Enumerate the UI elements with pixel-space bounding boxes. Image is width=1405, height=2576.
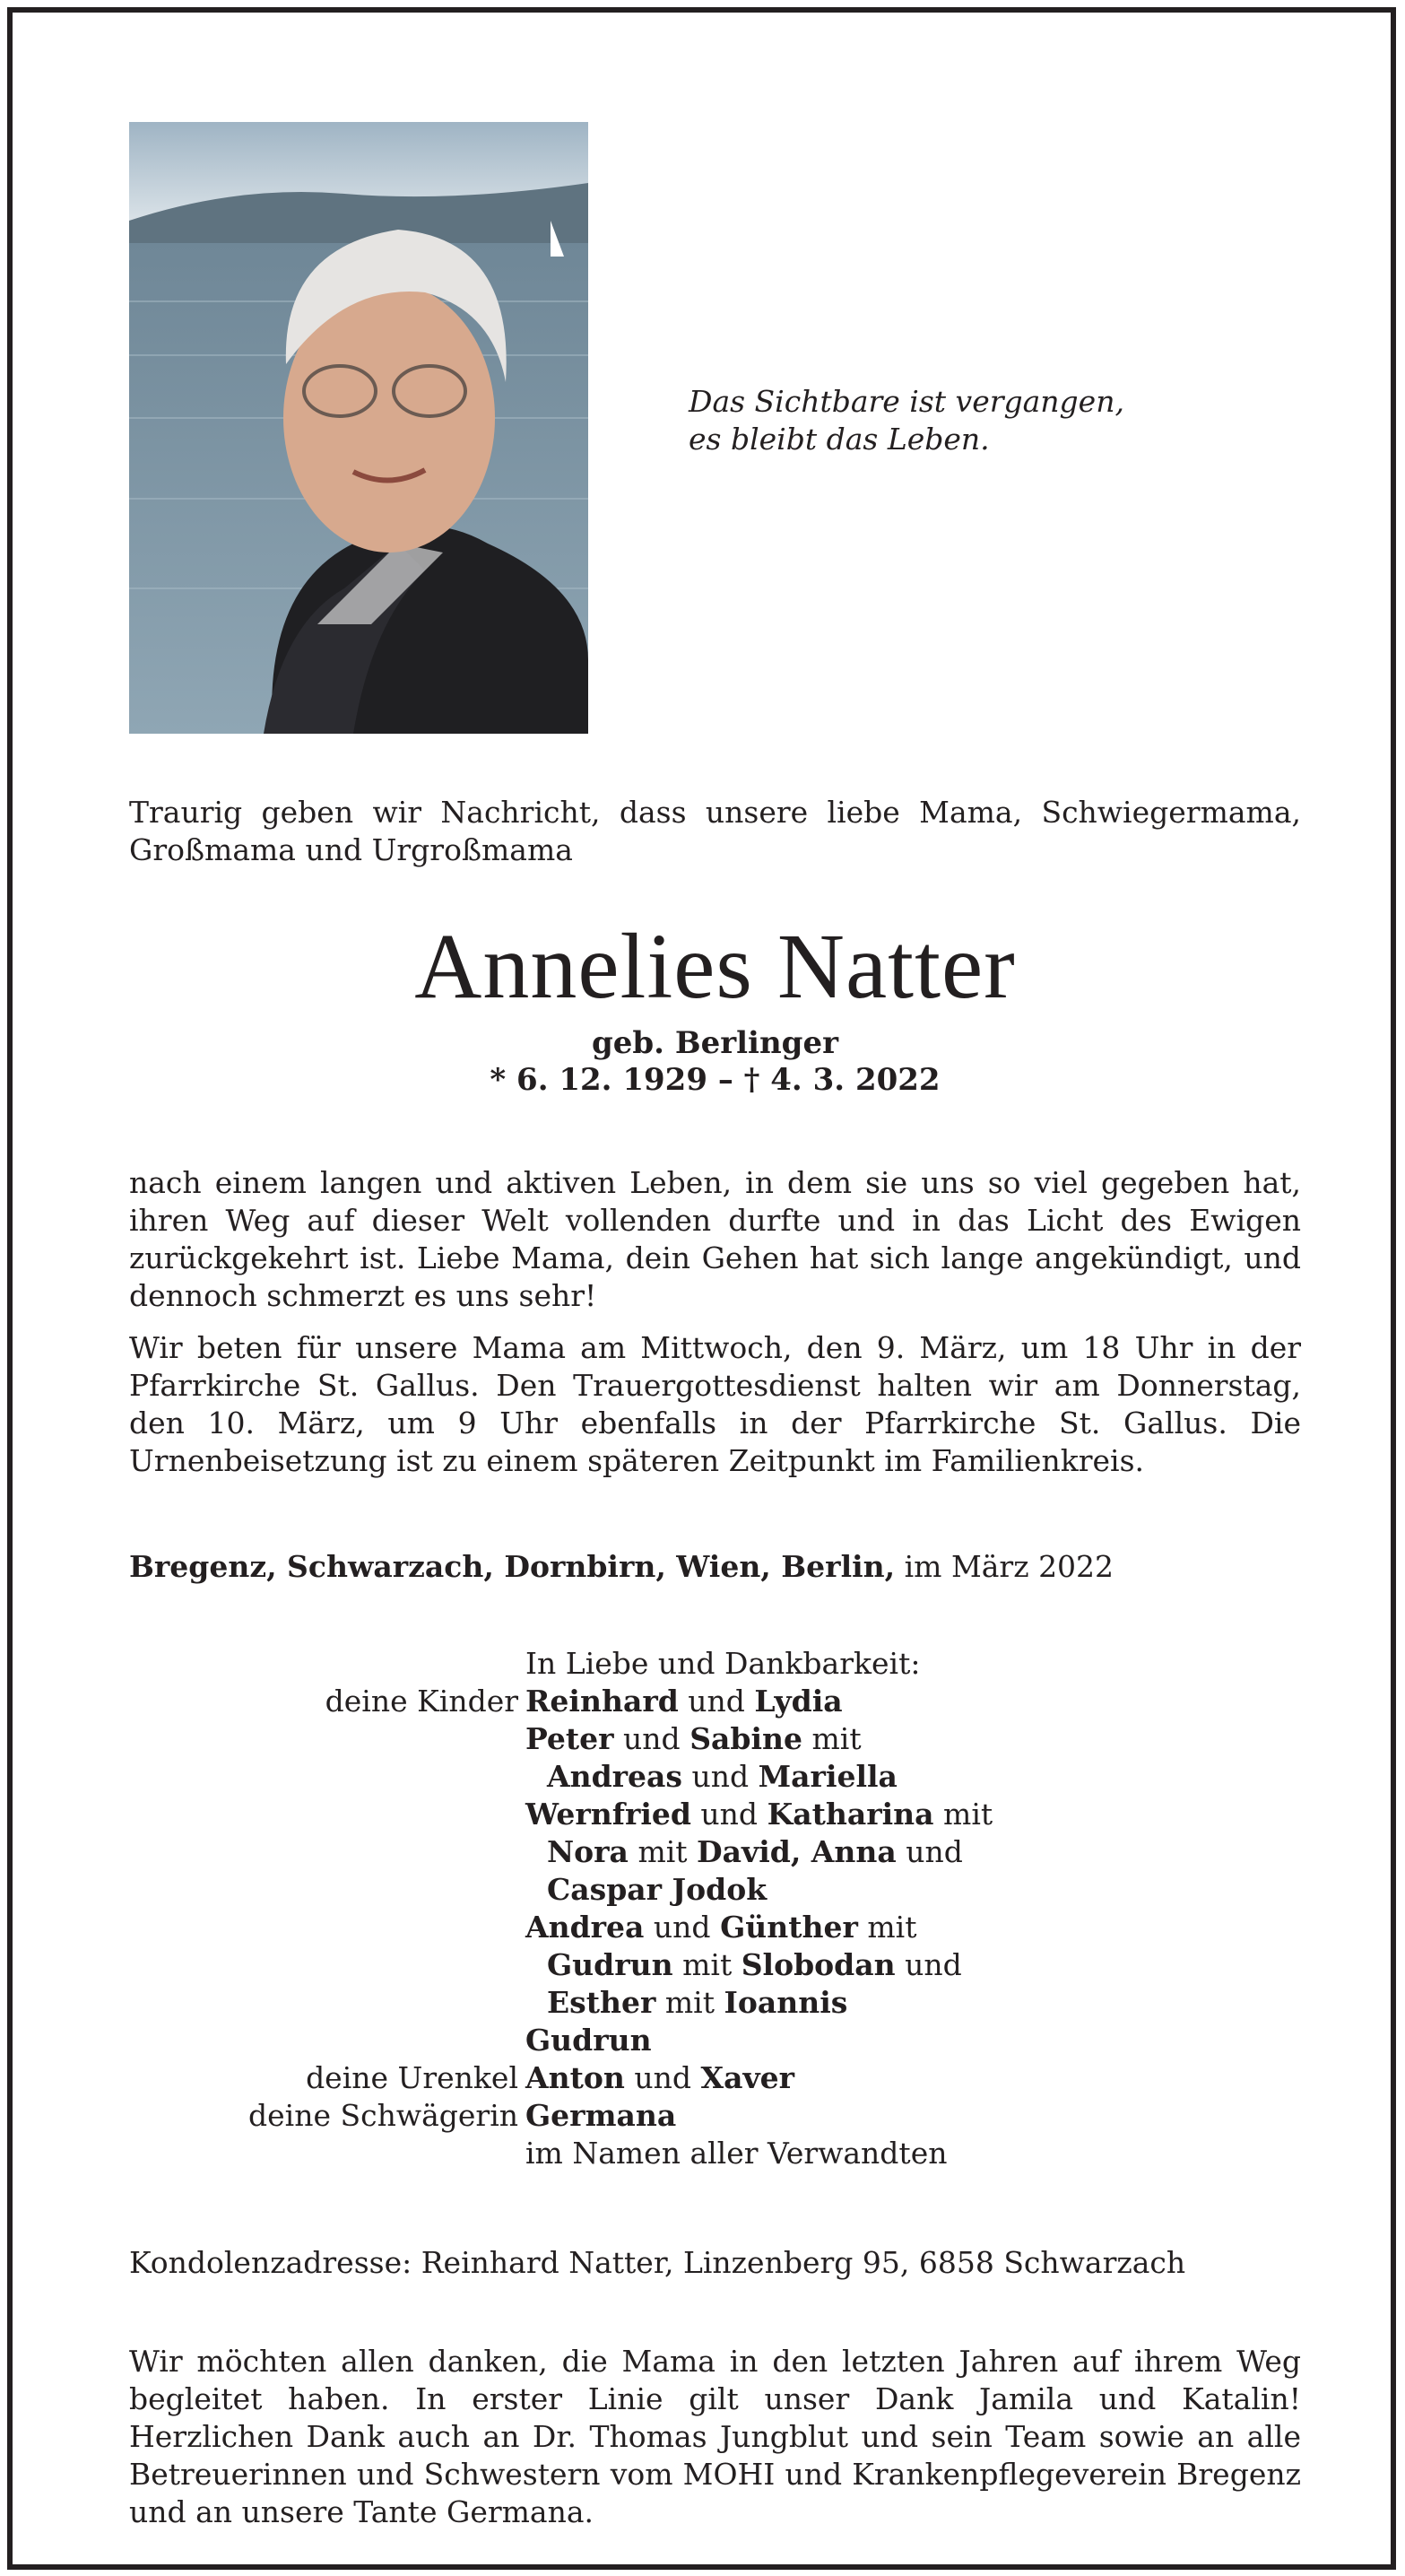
mourner-name: Andreas — [547, 1759, 683, 1794]
mourner-name: Gudrun — [525, 2023, 652, 2058]
closing-row — [129, 2135, 1301, 2172]
mourner-line-text — [525, 1984, 847, 2022]
obituary-frame — [7, 7, 1396, 2570]
mourner-name: Katharina — [767, 1797, 934, 1832]
service-paragraph: Wir beten für unsere Mama am Mittwoch, den 9. März, um 18 Uhr in der Pfarrkirche St. Gallus. Den Trauergottesdienst halten wir am Donnerstag, den 10. März, um 9 Uhr ebenfalls in der Pfarrkirche St. Gallus. Die Urnenbeisetzung ist zu einem späteren Zeitpunkt im Familienkreis. — [129, 1330, 1301, 1478]
portrait-photo — [129, 122, 588, 734]
mourner-name: Peter — [525, 1721, 614, 1756]
mourner-connector: mit — [933, 1797, 993, 1832]
motto-line-1: Das Sichtbare ist vergangen, — [689, 384, 1124, 419]
mourner-connector: und — [678, 1684, 755, 1719]
mourner-name: Xaver — [700, 2060, 795, 2095]
deceased-name: Annelies Natter — [414, 915, 1016, 1018]
mourner-name: Anton — [525, 2060, 625, 2095]
mourners-heading-row — [129, 1645, 1301, 1683]
mourner-name: Günther — [720, 1910, 858, 1945]
mourner-name: Caspar Jodok — [547, 1872, 768, 1907]
places-date: im März 2022 — [895, 1549, 1114, 1584]
mourner-connector: und — [690, 1797, 768, 1832]
mourner-line — [129, 1871, 1301, 1909]
mourner-line — [129, 1909, 1301, 1946]
mourner-connector: und — [644, 1910, 721, 1945]
mourner-line — [129, 1984, 1301, 2022]
sister-in-law-name — [525, 2097, 676, 2135]
mourners-closing: im Namen aller Verwandten — [525, 2136, 948, 2171]
mourner-name: Mariella — [758, 1759, 898, 1794]
mourner-line — [129, 2022, 1301, 2059]
places-and-date — [129, 1548, 1301, 1586]
mourner-connector: mit — [628, 1834, 698, 1869]
motto-line-2: es bleibt das Leben. — [689, 422, 990, 457]
mourner-connector: und — [613, 1721, 690, 1756]
great-grandchildren-label: deine Urenkel — [306, 2060, 518, 2095]
mourner-connector: mit — [672, 1947, 742, 1982]
mourner-line — [129, 1833, 1301, 1871]
mourner-line-text — [525, 1909, 916, 1946]
mourner-lines — [129, 1683, 1301, 2059]
mourner-name: Lydia — [754, 1684, 843, 1719]
mourner-connector: und — [895, 1947, 962, 1982]
mourner-name: Gudrun — [547, 1947, 673, 1982]
life-dates: * 6. 12. 1929 – † 4. 3. 2022 — [490, 1062, 941, 1098]
mourner-connector: und — [682, 1759, 759, 1794]
mourner-line-text — [525, 1946, 962, 1984]
mourner-line-text — [525, 1833, 963, 1871]
sister-in-law-label: deine Schwägerin — [248, 2098, 518, 2133]
motto-quote — [689, 383, 1227, 458]
mourner-line-text — [525, 1683, 843, 1720]
sister-in-law-row — [129, 2097, 1301, 2135]
condolence-address: Kondolenzadresse: Reinhard Natter, Linzenberg 95, 6858 Schwarzach — [129, 2245, 1186, 2280]
thanks-paragraph: Wir möchten allen danken, die Mama in den letzten Jahren auf ihrem Weg begleitet haben. In erster Linie gilt unser Dank Jamila und Katalin! Herzlichen Dank auch an Dr. Thomas Jungblut und sein Team sowie an alle Betreuerinnen und Schwestern vom MOHI und Krankenpflegeverein Bregenz und an unsere Tante Germana. — [129, 2344, 1301, 2529]
mourner-connector: mit — [857, 1910, 917, 1945]
mourner-name: Ioannis — [724, 1985, 848, 2020]
mourner-name: Wernfried — [525, 1797, 691, 1832]
intro-text: Traurig geben wir Nachricht, dass unsere liebe Mama, Schwiegermama, Großmama und Urgroßmama — [129, 795, 1301, 867]
mourner-line — [129, 1758, 1301, 1796]
mourner-name: Esther — [547, 1985, 656, 2020]
mourner-line — [129, 1683, 1301, 1720]
mourner-name: David, Anna — [697, 1834, 897, 1869]
mourner-name: Slobodan — [741, 1947, 896, 1982]
mourner-name: Sabine — [689, 1721, 802, 1756]
mourner-line-text — [525, 1758, 898, 1796]
places-cities: Bregenz, Schwarzach, Dornbirn, Wien, Berlin, — [129, 1549, 896, 1584]
mourners-list — [129, 1645, 1301, 2172]
mourner-connector: und — [896, 1834, 963, 1869]
great-grandchildren-names — [525, 2059, 794, 2097]
mourner-connector: mit — [802, 1721, 862, 1756]
mourner-name: Andrea — [525, 1910, 645, 1945]
mourner-line-text — [525, 1871, 767, 1909]
mourner-line — [129, 1720, 1301, 1758]
mourner-name: Germana — [525, 2098, 677, 2133]
mourner-connector: mit — [655, 1985, 724, 2020]
mourner-line-text — [525, 2022, 652, 2059]
maiden-name: geb. Berlinger — [591, 1025, 838, 1061]
mourner-line-text — [525, 1720, 862, 1758]
mourner-line — [129, 1946, 1301, 1984]
obituary-page — [129, 13, 1301, 2564]
great-grandchildren-row — [129, 2059, 1301, 2097]
obituary-paragraph-1: nach einem langen und aktiven Leben, in dem sie uns so viel gegeben hat, ihren Weg auf dieser Welt vollenden durfte und in das Licht des Ewigen zurückgekehrt ist. Liebe Mama, dein Gehen hat sich lange angekündigt, und dennoch schmerzt es uns sehr! — [129, 1165, 1301, 1313]
mourner-name: Reinhard — [525, 1684, 679, 1719]
mourner-line-text — [525, 1796, 993, 1833]
mourner-name: Nora — [547, 1834, 629, 1869]
children-label: deine Kinder — [325, 1684, 518, 1719]
mourners-heading: In Liebe und Dankbarkeit: — [525, 1646, 921, 1681]
mourner-line — [129, 1796, 1301, 1833]
mourner-connector: und — [624, 2060, 701, 2095]
